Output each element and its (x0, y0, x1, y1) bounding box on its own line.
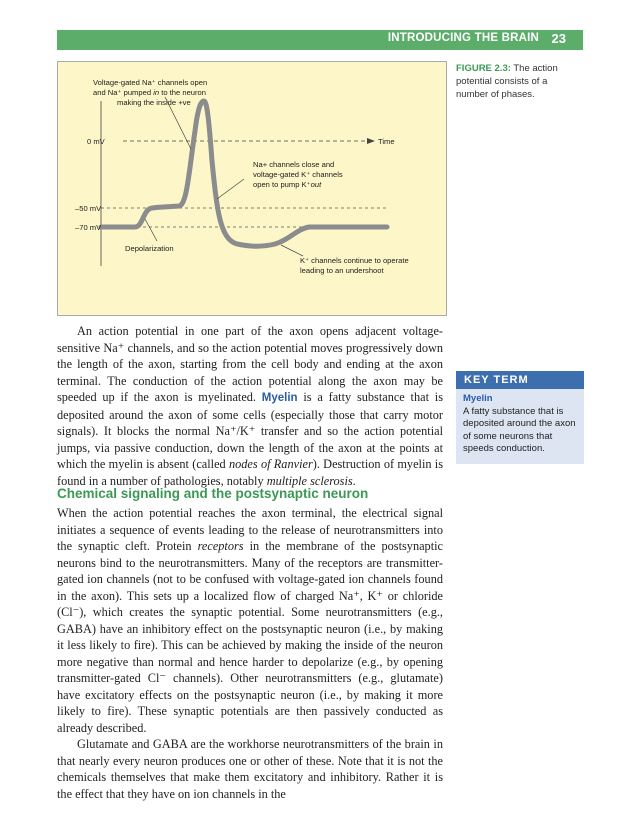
nodes-of-ranvier-term: nodes of Ranvier (228, 457, 313, 471)
para1-text-3: ). Destruction of myelin is found in a number of pathologies, notably (57, 457, 443, 488)
receptors-term: receptors (197, 539, 244, 553)
key-term-word: Myelin (463, 393, 493, 404)
paragraph-action-potential (57, 323, 443, 489)
axis-label-minus70: –70 mV (75, 223, 102, 232)
axis-label-0mv: 0 mV (87, 137, 105, 146)
section-heading: Chemical signaling and the postsynaptic neuron (57, 486, 369, 501)
label-na-open: Voltage-gated Na⁺ channels open (93, 78, 208, 87)
action-potential-diagram (57, 61, 447, 316)
para1-text-1: An action potential in one part of the axon opens adjacent voltage-sensitive Na⁺ channels, and so the action potential moves progressively down the length of the axon, starting from the cell body and ending at the axon terminal. The conduction of the action potential along the axon may be speeded up if the axon is myelinated. (57, 324, 443, 404)
multiple-sclerosis-term: multiple sclerosis (266, 473, 353, 488)
para2-text-1: When the action potential reaches the axon terminal, the electrical signal initiates a sequence of events leading to the release of neurotransmitters into the synaptic cleft. Protein (57, 506, 443, 553)
paragraph-glutamate-gaba: Glutamate and GABA are the workhorse neurotransmitters of the brain in that nearly every neuron produces one or other of these. Note that it is not the chemicals themselves that make them excitatory and inhibitory. Rather it is the effect that they have on ion channels in the (57, 737, 443, 801)
key-term-heading: KEY TERM (456, 371, 584, 389)
label-na-pumped: and Na⁺ pumped in to the neuron (93, 88, 206, 97)
header-title: INTRODUCING THE BRAIN (387, 32, 539, 44)
para1-text-4: . (352, 473, 356, 488)
para1-text-2: is a fatty substance that is deposited around the axon of some cells (especially those that carry motor signals). It blocks the normal Na⁺/K⁺ transfer and so the action potential jumps, via passive conduction, down the length of the axon at the points at which the myelin is absent (called (57, 390, 443, 471)
label-depolarization: Depolarization (125, 244, 174, 253)
label-close-3: open to pump K⁺out (253, 180, 322, 189)
myelin-keyword: Myelin (261, 392, 298, 404)
figure-background (58, 62, 447, 316)
key-term-box (456, 371, 584, 464)
axis-label-minus50: –50 mV (75, 204, 102, 213)
label-k-continue-1: K⁺ channels continue to operate (300, 256, 409, 265)
key-term-definition: A fatty substance that is deposited around the axon of some neurons that speeds conduction. (463, 405, 576, 454)
caption-text: The action potential consists of a number of phases. (456, 63, 558, 100)
caption-label: FIGURE 2.3: (456, 63, 511, 74)
label-inside-positive: making the inside +ve (117, 98, 191, 107)
page-number: 23 (551, 31, 566, 46)
figure-caption (456, 62, 576, 101)
label-close-2: voltage-gated K⁺ channels (253, 170, 343, 179)
axis-label-time: Time (378, 137, 395, 146)
action-potential-figure (57, 61, 447, 316)
para2-text-2: in the membrane of the postsynaptic neurons bind to the neurotransmitters. Many of the receptors are transmitter-gated ion channels (not to be confused with voltage-gated ion channels found in the axon). This sets up a localized flow of charged Na⁺, K⁺ or chloride (Cl⁻), which creates the synaptic potential. Some neurotransmitters (e.g., GABA) have an inhibitory effect on the postsynaptic neuron (i.e., by making it less likely to fire). This can be achieved by making the inside of the neuron more negative than normal and hence harder to depolarize (e.g., by opening transmitter-gated Cl⁻ channels). Other neurotransmitters (e.g., glutamate) have excitatory effects on the postsynaptic neuron (i.e., by making it more likely to fire). These synaptic potentials are then passively conducted as already described. (57, 539, 443, 735)
running-header (57, 30, 583, 50)
paragraph-chemical-signaling (57, 505, 443, 736)
label-k-continue-2: leading to an undershoot (300, 266, 384, 275)
label-close-1: Na+ channels close and (253, 160, 335, 169)
key-term-body (456, 389, 584, 464)
